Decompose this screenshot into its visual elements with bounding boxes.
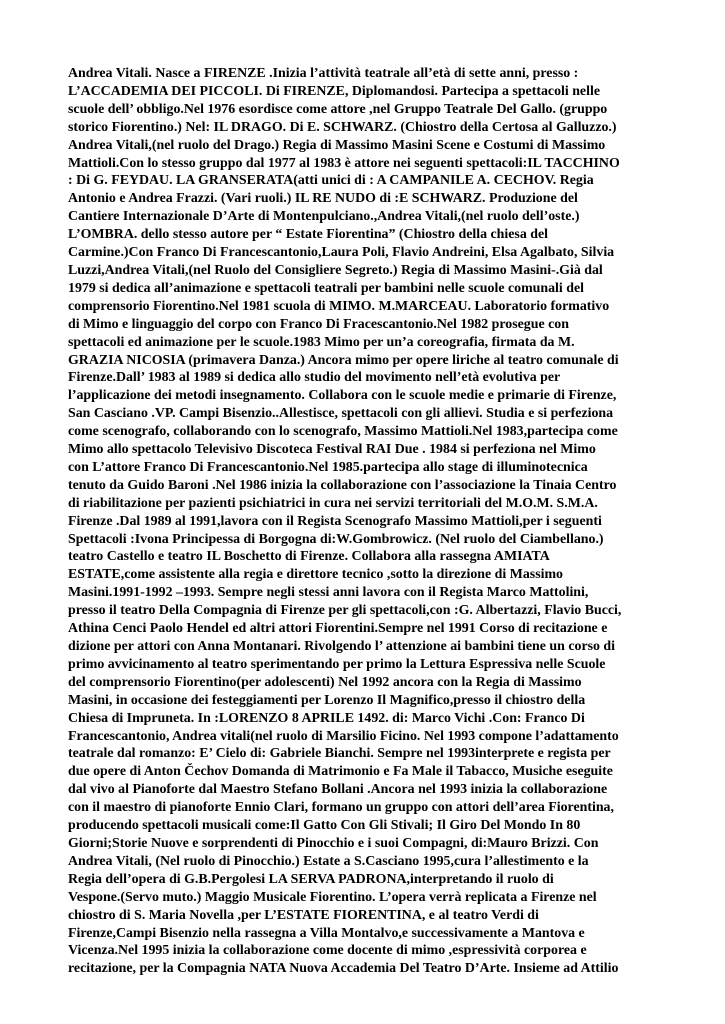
text-line: presso il teatro Della Compagnia di Firenze per gli spettacoli,con :G. Albertazzi, Flavio Bucci, [68,603,622,619]
text-line: Mattioli.Con lo stesso gruppo dal 1977 al 1983 è attore nei seguenti spettacoli:IL TACCHINO [68,155,620,171]
text-line: teatrale dal romanzo: E’ Cielo di: Gabriele Bianchi. Sempre nel 1993interprete e regista per [68,746,611,762]
text-line: Masini, in occasione dei festeggiamenti per Lorenzo Il Magnifico,presso il chiostro della [68,692,586,708]
text-line: San Casciano .VP. Campi Bisenzio..Allestisce, spettacoli con gli allievi. Studia e si perfeziona [68,406,614,422]
text-line: Francescantonio, Andrea vitali(nel ruolo di Marsilio Ficino. Nel 1993 compone l’adattamento [68,728,619,744]
text-line: Luzzi,Andrea Vitali,(nel Ruolo del Consigliere Segreto.) Regia di Massimo Masini-.Già dal [68,262,603,278]
text-line: due opere di Anton Čechov Domanda di Matrimonio e Fa Male il Tabacco, Musiche eseguite [68,764,613,780]
text-line: Cantiere Internazionale D’Arte di Montenpulciano.,Andrea Vitali,(nel ruolo dell’oste.) [68,209,580,225]
text-line: Mimo allo spettacolo Televisivo Discoteca Festival RAI Due . 1984 si perfeziona nel Mimo [68,442,596,458]
text-line: Athina Cenci Paolo Hendel ed altri attori Fiorentini.Sempre nel 1991 Corso di recitazione e [68,621,608,637]
text-line: Firenze .Dal 1989 al 1991,lavora con il Regista Scenografo Massimo Mattioli,per i seguenti [68,513,602,529]
biography-text [68,65,668,978]
text-line: Chiesa di Impruneta. In :LORENZO 8 APRILE 1492. di: Marco Vichi .Con: Franco Di [68,710,585,726]
text-line: Spettacoli :Ivona Principessa di Borgogna di:W.Gombrowicz. (Nel ruolo del Ciambellano.) [68,531,604,547]
text-line: chiostro di S. Maria Novella ,per L’ESTATE FIORENTINA, e al teatro Verdi di [68,907,539,923]
text-line: tenuto da Guido Baroni .Nel 1986 inizia la collaborazione con l’associazione la Tinaia Centro [68,477,617,493]
text-line: L’OMBRA. dello stesso autore per “ Estate Fiorentina” (Chiostro della chiesa del [68,227,548,243]
text-line: Masini.1991-1992 –1993. Sempre negli stessi anni lavora con il Regista Marco Mattolini, [68,585,589,601]
text-line: 1979 si dedica all’animazione e spettacoli teatrali per bambini nelle scuole comunali del [68,280,584,296]
text-line: Firenze.Dall’ 1983 al 1989 si dedica allo studio del movimento nell’età evolutiva per [68,370,561,386]
text-line: comprensorio Fiorentino.Nel 1981 scuola di MIMO. M.MARCEAU. Laboratorio formativo [68,298,610,314]
text-line: l’applicazione dei metodi insegnamento. Collabora con le scuole medie e primarie di Firenze, [68,388,617,404]
text-line: Antonio e Andrea Frazzi. (Vari ruoli.) IL RE NUDO di :E SCHWARZ. Produzione del [68,191,578,207]
text-line: Andrea Vitali, (Nel ruolo di Pinocchio.) Estate a S.Casciano 1995,cura l’allestimento e la [68,853,589,869]
text-line: Vicenza.Nel 1995 inizia la collaborazione come docente di mimo ,espressività corporea e [68,943,587,959]
text-line: primo avvicinamento al teatro sperimentando per primo la Lettura Espressiva nelle Scuole [68,656,606,672]
text-line: con L’attore Franco Di Francescantonio.Nel 1985.partecipa allo stage di illuminotecnica [68,459,588,475]
text-line: di riabilitazione per pazienti psichiatrici in cura nei servizi territoriali del M.O.M. S.M.A. [68,495,598,511]
text-line: producendo spettacoli musicali come:Il Gatto Con Gli Stivali; Il Giro Del Mondo In 80 [68,818,581,834]
text-line: dizione per attori con Anna Montanari. Rivolgendo l’ attenzione ai bambini tiene un corso di [68,639,616,654]
text-line: Regia dell’opera di G.B.Pergolesi LA SERVA PADRONA,interpretando il ruolo di [68,871,554,887]
text-line: spettacoli ed animazione per le scuole.1983 Mimo per un’a coreografia, firmata da M. [68,334,575,350]
text-line: Giorni;Storie Nuove e sorprendenti di Pinocchio e i suoi Compagni, di:Mauro Brizzi. Con [68,835,599,851]
text-line: scuole dell’ obbligo.Nel 1976 esordisce come attore ,nel Gruppo Teatrale Del Gallo. (gruppo [68,101,608,117]
text-line: ESTATE,come assistente alla regia e direttore tecnico ,sotto la direzione di Massimo [68,567,563,583]
text-line: teatro Castello e teatro IL Boschetto di Firenze. Collabora alla rassegna AMIATA [68,549,550,565]
text-line: GRAZIA NICOSIA (primavera Danza.) Ancora mimo per opere liriche al teatro comunale di [68,352,619,368]
text-line: Vespone.(Servo muto.) Maggio Musicale Fiorentino. L’opera verrà replicata a Firenze nel [68,889,597,905]
text-line: Andrea Vitali,(nel ruolo del Drago.) Regia di Massimo Masini Scene e Costumi di Massimo [68,137,606,153]
text-line: come scenografo, collaborando con lo scenografo, Massimo Mattioli.Nel 1983,partecipa come [68,424,618,440]
text-line: di Mimo e linguaggio del corpo con Franco Di Fracescantonio.Nel 1982 prosegue con [68,316,569,332]
text-line: Firenze,Campi Bisenzio nella rassegna a Villa Montalvo,e successivamente a Mantova e [68,925,585,941]
text-line: Carmine.)Con Franco Di Francescantonio,Laura Poli, Flavio Andreini, Elsa Agalbato, Silvia [68,245,615,261]
text-line: del comprensorio Fiorentino(per adolescenti) Nel 1992 ancora con la Regia di Massimo [68,674,582,690]
text-line: Andrea Vitali. Nasce a FIRENZE .Inizia l’attività teatrale all’età di sette anni, presso : [68,66,579,81]
text-line: dal vivo al Pianoforte dal Maestro Stefano Bollani .Ancora nel 1993 inizia la collaborazione [68,782,608,798]
text-line: : Di G. FEYDAU. LA GRANSERATA(atti unici di : A CAMPANILE A. CECHOV. Regia [68,173,594,189]
text-line: con il maestro di pianoforte Ennio Clari, formano un gruppo con attori dell’area Fiorentina, [68,800,614,816]
text-line: recitazione, per la Compagnia NATA Nuova Accademia Del Teatro D’Arte. Insieme ad Attilio [68,961,619,977]
text-line: L’ACCADEMIA DEI PICCOLI. Di FIRENZE, Diplomandosi. Partecipa a spettacoli nelle [68,83,600,99]
text-line: storico Fiorentino.) Nel: IL DRAGO. Di E. SCHWARZ. (Chiostro della Certosa al Galluzzo.) [68,119,617,135]
